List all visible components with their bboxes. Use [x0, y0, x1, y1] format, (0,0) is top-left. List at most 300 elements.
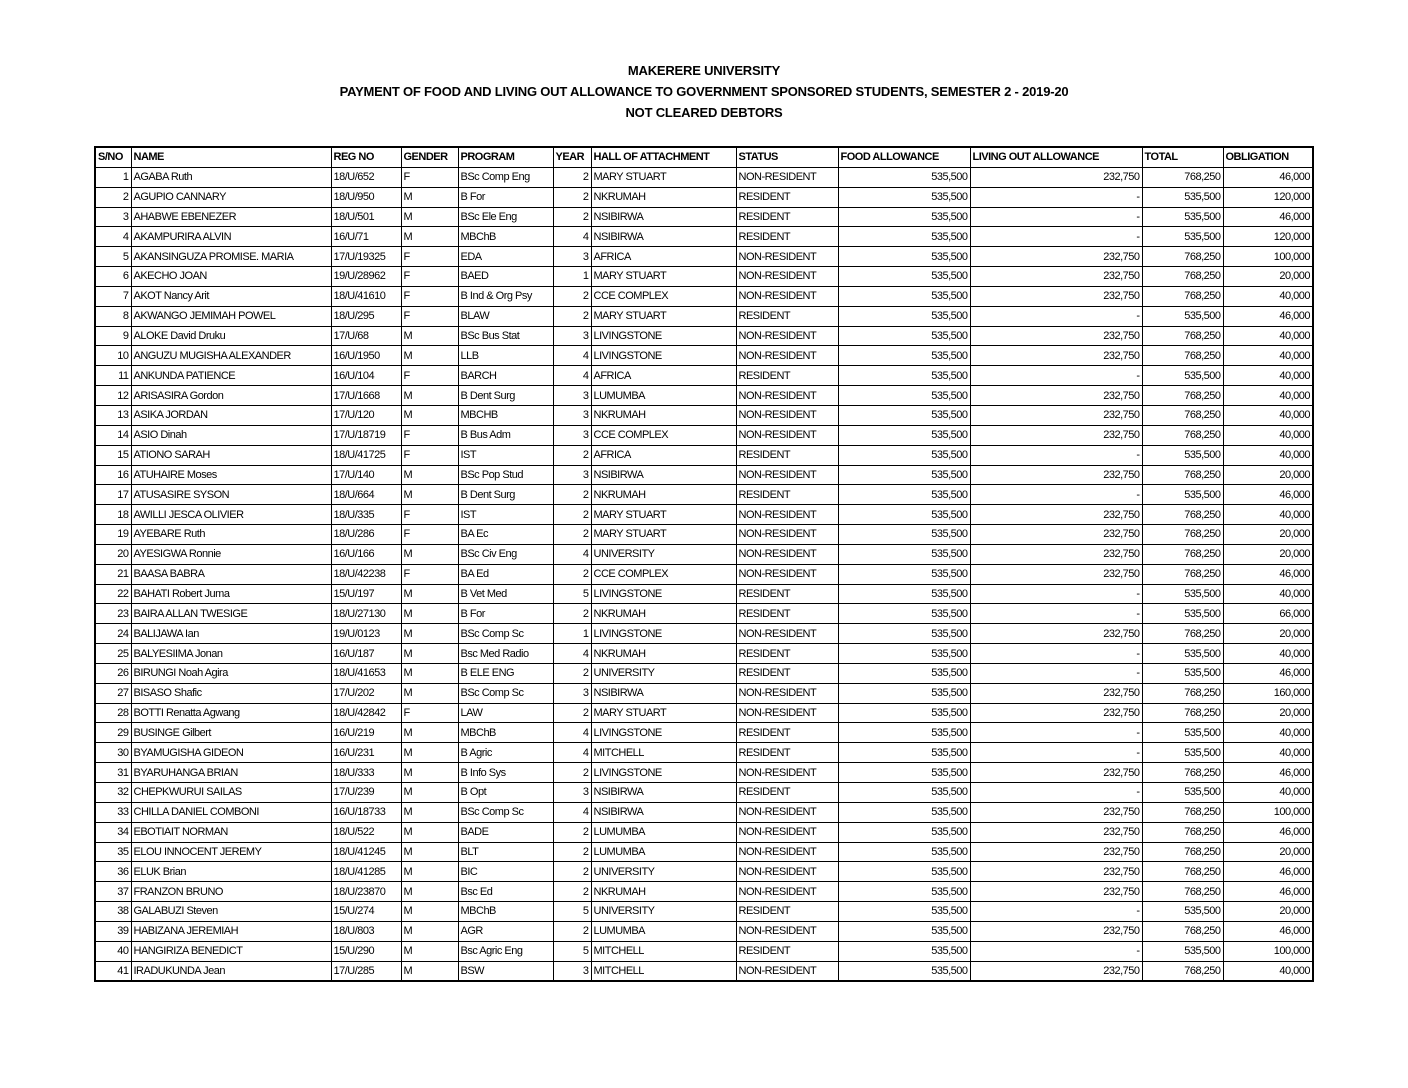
cell-sno: 8 — [95, 306, 131, 326]
cell-obligation: 40,000 — [1223, 326, 1313, 346]
cell-total: 768,250 — [1142, 564, 1223, 584]
cell-name: AYESIGWA Ronnie — [131, 544, 331, 564]
cell-total: 768,250 — [1142, 386, 1223, 406]
cell-hall-of-attachment: NSIBIRWA — [591, 683, 736, 703]
cell-reg-no: 16/U/231 — [331, 743, 401, 763]
cell-sno: 6 — [95, 267, 131, 287]
cell-name: FRANZON BRUNO — [131, 882, 331, 902]
cell-living-out-allowance: 232,750 — [970, 802, 1142, 822]
cell-year: 4 — [553, 544, 591, 564]
cell-gender: M — [401, 346, 458, 366]
cell-program: Bsc Agric Eng — [458, 941, 553, 961]
cell-reg-no: 18/U/27130 — [331, 604, 401, 624]
cell-reg-no: 17/U/18719 — [331, 425, 401, 445]
cell-reg-no: 16/U/71 — [331, 227, 401, 247]
cell-program: BIC — [458, 862, 553, 882]
cell-sno: 31 — [95, 763, 131, 783]
cell-total: 768,250 — [1142, 683, 1223, 703]
cell-reg-no: 18/U/42238 — [331, 564, 401, 584]
cell-reg-no: 18/U/23870 — [331, 882, 401, 902]
cell-year: 3 — [553, 683, 591, 703]
cell-name: AWILLI JESCA OLIVIER — [131, 505, 331, 525]
cell-total: 768,250 — [1142, 167, 1223, 187]
cell-name: IRADUKUNDA Jean — [131, 961, 331, 981]
cell-sno: 12 — [95, 386, 131, 406]
cell-year: 5 — [553, 902, 591, 922]
cell-total: 768,250 — [1142, 882, 1223, 902]
cell-food-allowance: 535,500 — [838, 425, 970, 445]
cell-gender: M — [401, 921, 458, 941]
cell-program: B Agric — [458, 743, 553, 763]
cell-reg-no: 18/U/335 — [331, 505, 401, 525]
cell-obligation: 40,000 — [1223, 723, 1313, 743]
cell-gender: F — [401, 445, 458, 465]
cell-obligation: 20,000 — [1223, 465, 1313, 485]
cell-hall-of-attachment: MITCHELL — [591, 941, 736, 961]
cell-sno: 22 — [95, 584, 131, 604]
cell-hall-of-attachment: NSIBIRWA — [591, 802, 736, 822]
cell-gender: F — [401, 306, 458, 326]
cell-gender: M — [401, 941, 458, 961]
cell-gender: F — [401, 167, 458, 187]
cell-reg-no: 18/U/41653 — [331, 663, 401, 683]
cell-status: NON-RESIDENT — [736, 167, 838, 187]
cell-year: 2 — [553, 862, 591, 882]
cell-gender: F — [401, 525, 458, 545]
cell-name: ALOKE David Druku — [131, 326, 331, 346]
cell-reg-no: 16/U/219 — [331, 723, 401, 743]
cell-total: 768,250 — [1142, 763, 1223, 783]
cell-food-allowance: 535,500 — [838, 961, 970, 981]
cell-living-out-allowance: 232,750 — [970, 842, 1142, 862]
cell-name: BIRUNGI Noah Agira — [131, 663, 331, 683]
cell-reg-no: 17/U/239 — [331, 783, 401, 803]
cell-reg-no: 17/U/1668 — [331, 386, 401, 406]
cell-reg-no: 15/U/290 — [331, 941, 401, 961]
cell-status: NON-RESIDENT — [736, 386, 838, 406]
cell-sno: 35 — [95, 842, 131, 862]
cell-name: AKANSINGUZA PROMISE. MARIA — [131, 247, 331, 267]
cell-name: BUSINGE Gilbert — [131, 723, 331, 743]
cell-sno: 30 — [95, 743, 131, 763]
cell-living-out-allowance: - — [970, 663, 1142, 683]
table-row — [95, 544, 1313, 564]
cell-gender: M — [401, 465, 458, 485]
cell-name: BYAMUGISHA GIDEON — [131, 743, 331, 763]
cell-obligation: 100,000 — [1223, 941, 1313, 961]
cell-obligation: 40,000 — [1223, 505, 1313, 525]
cell-program: BSc Comp Eng — [458, 167, 553, 187]
cell-hall-of-attachment: MARY STUART — [591, 703, 736, 723]
cell-sno: 39 — [95, 921, 131, 941]
cell-year: 2 — [553, 604, 591, 624]
cell-year: 3 — [553, 326, 591, 346]
cell-reg-no: 18/U/333 — [331, 763, 401, 783]
table-row — [95, 405, 1313, 425]
cell-food-allowance: 535,500 — [838, 505, 970, 525]
cell-year: 1 — [553, 624, 591, 644]
cell-hall-of-attachment: NSIBIRWA — [591, 465, 736, 485]
cell-food-allowance: 535,500 — [838, 346, 970, 366]
cell-sno: 5 — [95, 247, 131, 267]
cell-status: NON-RESIDENT — [736, 921, 838, 941]
cell-program: IST — [458, 505, 553, 525]
cell-food-allowance: 535,500 — [838, 624, 970, 644]
cell-name: ELOU INNOCENT JEREMY — [131, 842, 331, 862]
cell-reg-no: 18/U/41245 — [331, 842, 401, 862]
cell-living-out-allowance: - — [970, 644, 1142, 664]
cell-sno: 1 — [95, 167, 131, 187]
cell-status: NON-RESIDENT — [736, 862, 838, 882]
cell-year: 2 — [553, 485, 591, 505]
cell-total: 535,500 — [1142, 644, 1223, 664]
cell-name: EBOTIAIT NORMAN — [131, 822, 331, 842]
cell-food-allowance: 535,500 — [838, 663, 970, 683]
cell-gender: M — [401, 802, 458, 822]
cell-program: B For — [458, 604, 553, 624]
cell-hall-of-attachment: CCE COMPLEX — [591, 286, 736, 306]
cell-food-allowance: 535,500 — [838, 247, 970, 267]
cell-reg-no: 16/U/187 — [331, 644, 401, 664]
cell-sno: 37 — [95, 882, 131, 902]
cell-status: NON-RESIDENT — [736, 683, 838, 703]
cell-obligation: 46,000 — [1223, 862, 1313, 882]
cell-year: 3 — [553, 961, 591, 981]
cell-food-allowance: 535,500 — [838, 683, 970, 703]
cell-status: NON-RESIDENT — [736, 465, 838, 485]
cell-food-allowance: 535,500 — [838, 167, 970, 187]
cell-living-out-allowance: 232,750 — [970, 525, 1142, 545]
cell-food-allowance: 535,500 — [838, 584, 970, 604]
table-row — [95, 624, 1313, 644]
cell-name: CHEPKWURUI SAILAS — [131, 783, 331, 803]
cell-year: 2 — [553, 842, 591, 862]
cell-name: BAHATI Robert Juma — [131, 584, 331, 604]
cell-program: B Ind & Org Psy — [458, 286, 553, 306]
cell-name: ATUHAIRE Moses — [131, 465, 331, 485]
cell-food-allowance: 535,500 — [838, 703, 970, 723]
cell-food-allowance: 535,500 — [838, 763, 970, 783]
cell-name: BAIRA ALLAN TWESIGE — [131, 604, 331, 624]
cell-living-out-allowance: 232,750 — [970, 703, 1142, 723]
cell-sno: 4 — [95, 227, 131, 247]
cell-name: ASIKA JORDAN — [131, 405, 331, 425]
cell-year: 2 — [553, 207, 591, 227]
cell-food-allowance: 535,500 — [838, 644, 970, 664]
cell-program: MBCHB — [458, 405, 553, 425]
table-row — [95, 326, 1313, 346]
cell-obligation: 40,000 — [1223, 644, 1313, 664]
cell-year: 2 — [553, 663, 591, 683]
cell-hall-of-attachment: UNIVERSITY — [591, 862, 736, 882]
cell-living-out-allowance: 232,750 — [970, 564, 1142, 584]
cell-year: 2 — [553, 763, 591, 783]
table-row — [95, 644, 1313, 664]
cell-year: 3 — [553, 247, 591, 267]
cell-sno: 18 — [95, 505, 131, 525]
table-row — [95, 941, 1313, 961]
table-row — [95, 207, 1313, 227]
cell-sno: 40 — [95, 941, 131, 961]
cell-gender: M — [401, 783, 458, 803]
cell-year: 4 — [553, 366, 591, 386]
table-row — [95, 505, 1313, 525]
cell-living-out-allowance: 232,750 — [970, 683, 1142, 703]
cell-name: CHILLA DANIEL COMBONI — [131, 802, 331, 822]
cell-sno: 41 — [95, 961, 131, 981]
cell-status: NON-RESIDENT — [736, 703, 838, 723]
cell-year: 1 — [553, 267, 591, 287]
cell-sno: 10 — [95, 346, 131, 366]
cell-reg-no: 18/U/41610 — [331, 286, 401, 306]
cell-obligation: 20,000 — [1223, 624, 1313, 644]
cell-obligation: 40,000 — [1223, 961, 1313, 981]
cell-obligation: 66,000 — [1223, 604, 1313, 624]
cell-program: AGR — [458, 921, 553, 941]
cell-total: 535,500 — [1142, 584, 1223, 604]
cell-total: 768,250 — [1142, 346, 1223, 366]
cell-reg-no: 18/U/664 — [331, 485, 401, 505]
cell-gender: F — [401, 425, 458, 445]
cell-status: RESIDENT — [736, 187, 838, 207]
cell-program: B Bus Adm — [458, 425, 553, 445]
cell-obligation: 40,000 — [1223, 425, 1313, 445]
cell-gender: M — [401, 326, 458, 346]
cell-status: RESIDENT — [736, 941, 838, 961]
cell-year: 2 — [553, 306, 591, 326]
cell-gender: M — [401, 644, 458, 664]
table-row — [95, 445, 1313, 465]
cell-name: ANGUZU MUGISHA ALEXANDER — [131, 346, 331, 366]
cell-status: NON-RESIDENT — [736, 286, 838, 306]
cell-name: AHABWE EBENEZER — [131, 207, 331, 227]
cell-food-allowance: 535,500 — [838, 902, 970, 922]
cell-living-out-allowance: 232,750 — [970, 921, 1142, 941]
cell-food-allowance: 535,500 — [838, 921, 970, 941]
cell-gender: F — [401, 505, 458, 525]
cell-obligation: 46,000 — [1223, 882, 1313, 902]
cell-hall-of-attachment: LIVINGSTONE — [591, 326, 736, 346]
column-header-year: YEAR — [553, 147, 591, 167]
cell-total: 768,250 — [1142, 267, 1223, 287]
cell-obligation: 46,000 — [1223, 822, 1313, 842]
cell-program: BSc Comp Sc — [458, 683, 553, 703]
cell-food-allowance: 535,500 — [838, 267, 970, 287]
cell-gender: M — [401, 862, 458, 882]
cell-hall-of-attachment: UNIVERSITY — [591, 663, 736, 683]
cell-reg-no: 18/U/41725 — [331, 445, 401, 465]
cell-hall-of-attachment: MITCHELL — [591, 961, 736, 981]
table-row — [95, 862, 1313, 882]
column-header-program: PROGRAM — [458, 147, 553, 167]
cell-program: B Info Sys — [458, 763, 553, 783]
cell-hall-of-attachment: LUMUMBA — [591, 822, 736, 842]
cell-food-allowance: 535,500 — [838, 743, 970, 763]
cell-hall-of-attachment: LUMUMBA — [591, 842, 736, 862]
table-row — [95, 286, 1313, 306]
cell-food-allowance: 535,500 — [838, 405, 970, 425]
cell-reg-no: 17/U/140 — [331, 465, 401, 485]
cell-sno: 19 — [95, 525, 131, 545]
cell-reg-no: 18/U/286 — [331, 525, 401, 545]
cell-living-out-allowance: - — [970, 485, 1142, 505]
table-row — [95, 247, 1313, 267]
cell-name: HABIZANA JEREMIAH — [131, 921, 331, 941]
cell-gender: M — [401, 386, 458, 406]
cell-food-allowance: 535,500 — [838, 882, 970, 902]
cell-program: Bsc Med Radio — [458, 644, 553, 664]
cell-name: AKECHO JOAN — [131, 267, 331, 287]
cell-program: LAW — [458, 703, 553, 723]
cell-gender: M — [401, 604, 458, 624]
cell-reg-no: 17/U/68 — [331, 326, 401, 346]
column-header-name: NAME — [131, 147, 331, 167]
cell-hall-of-attachment: MITCHELL — [591, 743, 736, 763]
cell-food-allowance: 535,500 — [838, 227, 970, 247]
cell-status: NON-RESIDENT — [736, 425, 838, 445]
cell-name: ELUK Brian — [131, 862, 331, 882]
cell-total: 535,500 — [1142, 783, 1223, 803]
cell-gender: M — [401, 544, 458, 564]
cell-sno: 7 — [95, 286, 131, 306]
table-row — [95, 802, 1313, 822]
cell-status: RESIDENT — [736, 723, 838, 743]
cell-year: 4 — [553, 802, 591, 822]
cell-reg-no: 17/U/202 — [331, 683, 401, 703]
cell-year: 2 — [553, 167, 591, 187]
cell-total: 535,500 — [1142, 941, 1223, 961]
cell-program: MBChB — [458, 227, 553, 247]
cell-program: B Dent Surg — [458, 386, 553, 406]
cell-living-out-allowance: 232,750 — [970, 763, 1142, 783]
table-row — [95, 366, 1313, 386]
cell-hall-of-attachment: NKRUMAH — [591, 405, 736, 425]
cell-year: 4 — [553, 346, 591, 366]
cell-year: 2 — [553, 525, 591, 545]
cell-year: 3 — [553, 783, 591, 803]
cell-status: NON-RESIDENT — [736, 544, 838, 564]
cell-status: NON-RESIDENT — [736, 505, 838, 525]
cell-gender: F — [401, 564, 458, 584]
cell-food-allowance: 535,500 — [838, 465, 970, 485]
cell-sno: 3 — [95, 207, 131, 227]
cell-obligation: 20,000 — [1223, 842, 1313, 862]
cell-reg-no: 18/U/652 — [331, 167, 401, 187]
column-header-living-out-allowance: LIVING OUT ALLOWANCE — [970, 147, 1142, 167]
cell-status: RESIDENT — [736, 207, 838, 227]
cell-reg-no: 16/U/166 — [331, 544, 401, 564]
cell-food-allowance: 535,500 — [838, 326, 970, 346]
cell-reg-no: 18/U/501 — [331, 207, 401, 227]
cell-status: RESIDENT — [736, 485, 838, 505]
cell-total: 768,250 — [1142, 624, 1223, 644]
cell-hall-of-attachment: NKRUMAH — [591, 644, 736, 664]
table-row — [95, 882, 1313, 902]
cell-status: RESIDENT — [736, 445, 838, 465]
cell-year: 5 — [553, 584, 591, 604]
cell-hall-of-attachment: NSIBIRWA — [591, 227, 736, 247]
cell-program: Bsc Ed — [458, 882, 553, 902]
cell-year: 2 — [553, 286, 591, 306]
cell-year: 4 — [553, 644, 591, 664]
cell-food-allowance: 535,500 — [838, 525, 970, 545]
cell-living-out-allowance: - — [970, 366, 1142, 386]
cell-sno: 11 — [95, 366, 131, 386]
table-row — [95, 842, 1313, 862]
cell-program: BSc Pop Stud — [458, 465, 553, 485]
cell-sno: 14 — [95, 425, 131, 445]
cell-obligation: 100,000 — [1223, 802, 1313, 822]
cell-reg-no: 18/U/295 — [331, 306, 401, 326]
cell-food-allowance: 535,500 — [838, 306, 970, 326]
cell-sno: 21 — [95, 564, 131, 584]
cell-program: BSc Comp Sc — [458, 624, 553, 644]
cell-living-out-allowance: 232,750 — [970, 624, 1142, 644]
cell-hall-of-attachment: NKRUMAH — [591, 604, 736, 624]
cell-obligation: 46,000 — [1223, 921, 1313, 941]
cell-total: 535,500 — [1142, 663, 1223, 683]
cell-name: BALIJAWA Ian — [131, 624, 331, 644]
cell-obligation: 40,000 — [1223, 783, 1313, 803]
cell-name: BAASA BABRA — [131, 564, 331, 584]
cell-obligation: 40,000 — [1223, 445, 1313, 465]
cell-living-out-allowance: 232,750 — [970, 247, 1142, 267]
cell-total: 768,250 — [1142, 505, 1223, 525]
cell-living-out-allowance: - — [970, 743, 1142, 763]
cell-gender: M — [401, 663, 458, 683]
cell-program: IST — [458, 445, 553, 465]
cell-year: 2 — [553, 921, 591, 941]
cell-status: RESIDENT — [736, 227, 838, 247]
cell-year: 4 — [553, 227, 591, 247]
table-row — [95, 723, 1313, 743]
cell-total: 768,250 — [1142, 703, 1223, 723]
cell-status: NON-RESIDENT — [736, 961, 838, 981]
cell-status: NON-RESIDENT — [736, 842, 838, 862]
cell-reg-no: 18/U/522 — [331, 822, 401, 842]
cell-gender: M — [401, 624, 458, 644]
table-row — [95, 584, 1313, 604]
cell-total: 768,250 — [1142, 921, 1223, 941]
cell-total: 768,250 — [1142, 465, 1223, 485]
table-row — [95, 425, 1313, 445]
cell-reg-no: 15/U/197 — [331, 584, 401, 604]
cell-reg-no: 17/U/19325 — [331, 247, 401, 267]
table-row — [95, 485, 1313, 505]
cell-gender: F — [401, 703, 458, 723]
cell-total: 535,500 — [1142, 187, 1223, 207]
cell-gender: M — [401, 822, 458, 842]
table-row — [95, 465, 1313, 485]
cell-living-out-allowance: 232,750 — [970, 882, 1142, 902]
cell-status: NON-RESIDENT — [736, 405, 838, 425]
cell-hall-of-attachment: NKRUMAH — [591, 187, 736, 207]
cell-reg-no: 17/U/285 — [331, 961, 401, 981]
cell-program: MBChB — [458, 723, 553, 743]
cell-living-out-allowance: 232,750 — [970, 505, 1142, 525]
cell-obligation: 20,000 — [1223, 544, 1313, 564]
cell-year: 4 — [553, 723, 591, 743]
cell-name: ANKUNDA PATIENCE — [131, 366, 331, 386]
cell-status: RESIDENT — [736, 366, 838, 386]
cell-program: MBChB — [458, 902, 553, 922]
table-row — [95, 703, 1313, 723]
table-header-row — [95, 147, 1313, 167]
cell-hall-of-attachment: MARY STUART — [591, 306, 736, 326]
cell-program: B Opt — [458, 783, 553, 803]
cell-food-allowance: 535,500 — [838, 822, 970, 842]
cell-reg-no: 16/U/104 — [331, 366, 401, 386]
